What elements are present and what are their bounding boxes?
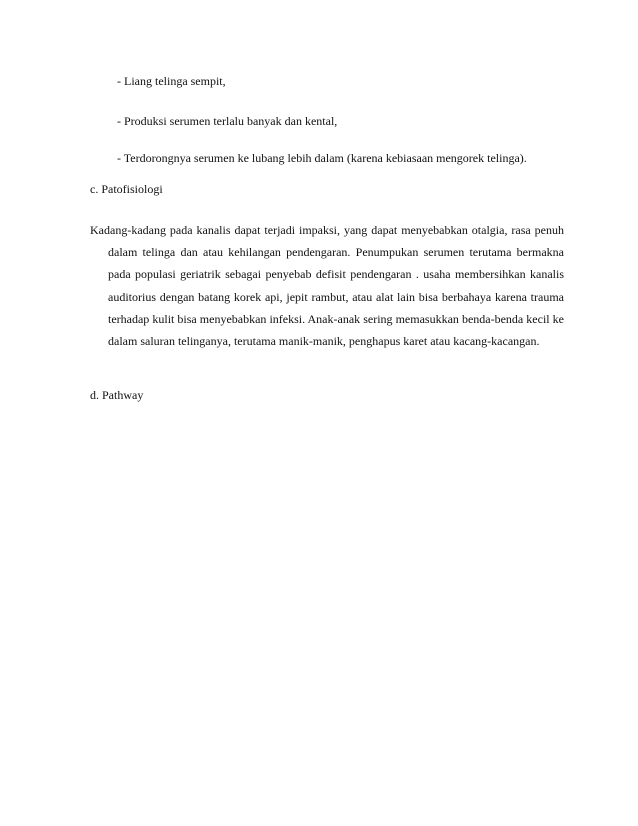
section-heading-pathway: d. Pathway [90, 388, 144, 402]
section-heading-patofisiologi: c. Patofisiologi [90, 182, 163, 196]
list-item: - Liang telinga sempit, [117, 74, 226, 88]
list-item: - Terdorongnya serumen ke lubang lebih dalam (karena kebiasaan mengorek telinga). [117, 151, 527, 165]
list-item: - Produksi serumen terlalu banyak dan kental, [117, 114, 338, 128]
patofisiologi-paragraph: Kadang-kadang pada kanalis dapat terjadi impaksi, yang dapat menyebabkan otalgia, rasa penuh dalam telinga dan atau kehilangan pendengaran. Penumpukan serumen terutama bermakna pada populasi geriatrik sebagai penyebab defisit pendengaran . usaha membersihkan kanalis auditorius dengan batang korek api, jepit rambut, atau alat lain bisa berbahaya karena trauma terhadap kulit bisa menyebabkan infeksi. Anak-anak sering memasukkan benda-benda kecil ke dalam saluran telinganya, terutama manik-manik, penghapus karet atau kacang-kacangan. [90, 223, 564, 349]
